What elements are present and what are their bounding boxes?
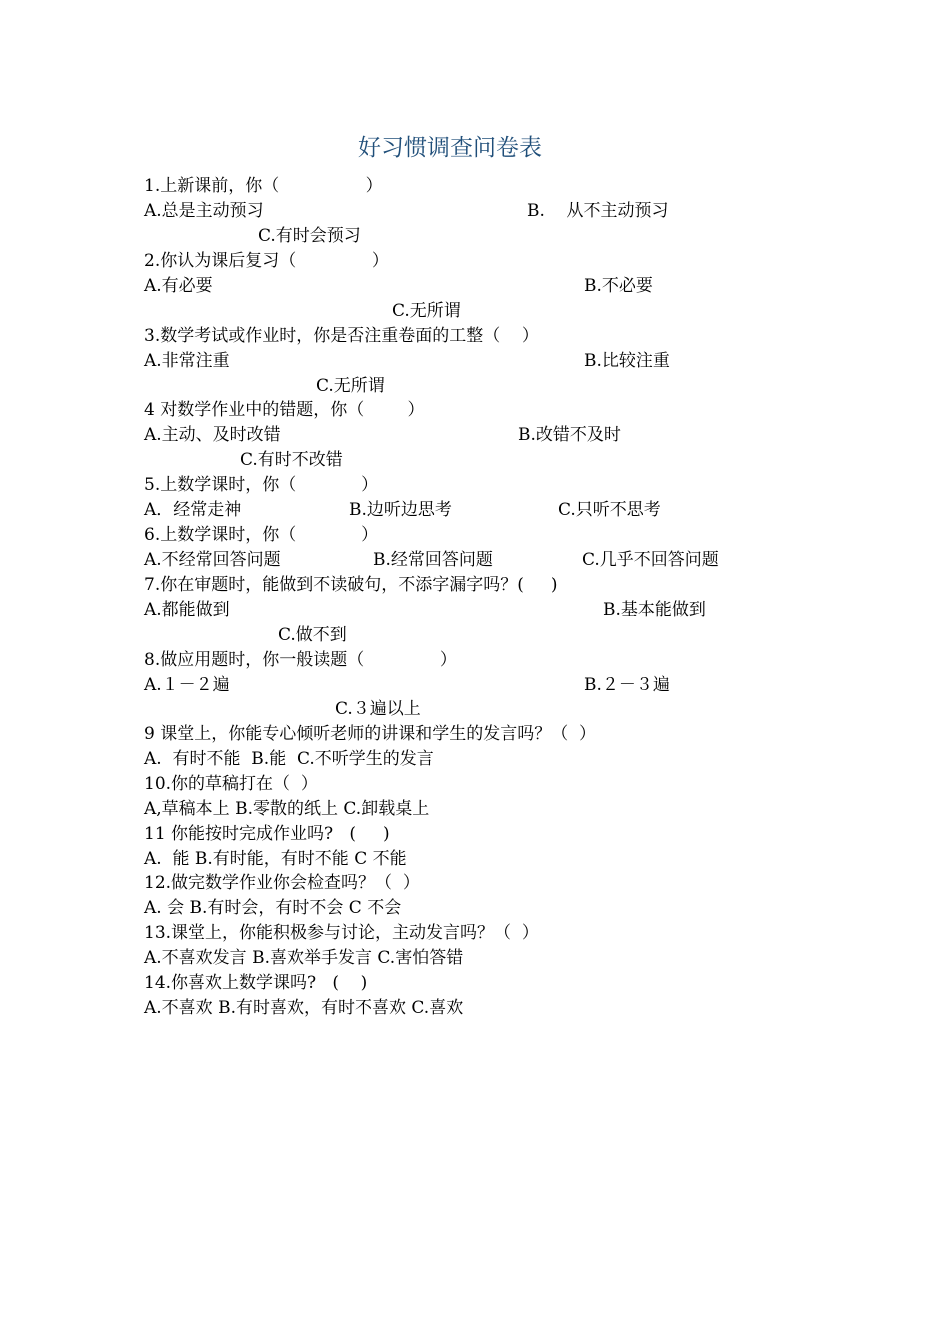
q13-answer-line: A.不喜欢发言 B.喜欢举手发言 C.害怕答错 — [144, 948, 464, 968]
question-6: 6.上数学课时，你（ ） — [144, 525, 379, 545]
q7-option-c: C.做不到 — [278, 625, 347, 645]
q6-option-b: B.经常回答问题 — [373, 550, 493, 570]
q2-option-b: B.不必要 — [584, 276, 653, 296]
question-2: 2.你认为课后复习（ ） — [144, 251, 389, 271]
q2-option-c: C.无所谓 — [392, 301, 461, 321]
q9-answer-line: A. 有时不能 B.能 C.不听学生的发言 — [144, 749, 434, 769]
q3-option-c: C.无所谓 — [316, 376, 385, 396]
q4-option-b: B.改错不及时 — [518, 425, 621, 445]
q3-option-a: A.非常注重 — [144, 351, 230, 371]
question-13: 13.课堂上，你能积极参与讨论，主动发言吗？（ ） — [144, 923, 539, 943]
q1-option-c: C.有时会预习 — [258, 226, 361, 246]
q5-option-c: C.只听不思考 — [558, 500, 661, 520]
page-title: 好习惯调查问卷表 — [358, 135, 542, 161]
q2-option-a: A.有必要 — [144, 276, 213, 296]
q8-option-c: C.３遍以上 — [335, 699, 421, 719]
q5-option-b: B.边听边思考 — [349, 500, 452, 520]
q1-option-a: A.总是主动预习 — [144, 201, 264, 221]
q7-option-b: B.基本能做到 — [603, 600, 706, 620]
question-1: 1.上新课前，你（ ） — [144, 176, 383, 196]
question-12: 12.做完数学作业你会检查吗？（ ） — [144, 873, 420, 893]
q6-option-c: C.几乎不回答问题 — [582, 550, 719, 570]
q8-option-a: A.１－２遍 — [144, 675, 230, 695]
question-4: 4 对数学作业中的错题，你（ ） — [144, 400, 425, 420]
q4-option-c: C.有时不改错 — [240, 450, 343, 470]
q11-answer-line: A. 能 B.有时能，有时不能 C 不能 — [144, 849, 407, 869]
question-14: 14.你喜欢上数学课吗? ( ) — [144, 973, 368, 993]
question-9: 9 课堂上，你能专心倾听老师的讲课和学生的发言吗？（ ） — [144, 724, 597, 744]
q1-option-b: B. 从不主动预习 — [527, 201, 669, 221]
question-5: 5.上数学课时，你（ ） — [144, 475, 379, 495]
q4-option-a: A.主动、及时改错 — [144, 425, 281, 445]
q7-option-a: A.都能做到 — [144, 600, 230, 620]
q5-option-a: A．经常走神 — [144, 500, 242, 520]
question-10: 10.你的草稿打在（ ） — [144, 774, 318, 794]
q3-option-b: B.比较注重 — [584, 351, 670, 371]
q8-option-b: B.２－３遍 — [584, 675, 670, 695]
q12-answer-line: A. 会 B.有时会，有时不会 C 不会 — [144, 898, 402, 918]
question-11: 11 你能按时完成作业吗? ( ) — [144, 824, 390, 844]
question-7: 7.你在审题时，能做到不读破句，不添字漏字吗？( ) — [144, 575, 558, 595]
q6-option-a: A.不经常回答问题 — [144, 550, 281, 570]
question-8: 8.做应用题时，你一般读题（ ） — [144, 650, 457, 670]
q10-answer-line: A,草稿本上 B.零散的纸上 C.卸载桌上 — [144, 799, 430, 819]
q14-answer-line: A.不喜欢 B.有时喜欢，有时不喜欢 C.喜欢 — [144, 998, 464, 1018]
question-3: 3.数学考试或作业时，你是否注重卷面的工整（ ） — [144, 326, 539, 346]
